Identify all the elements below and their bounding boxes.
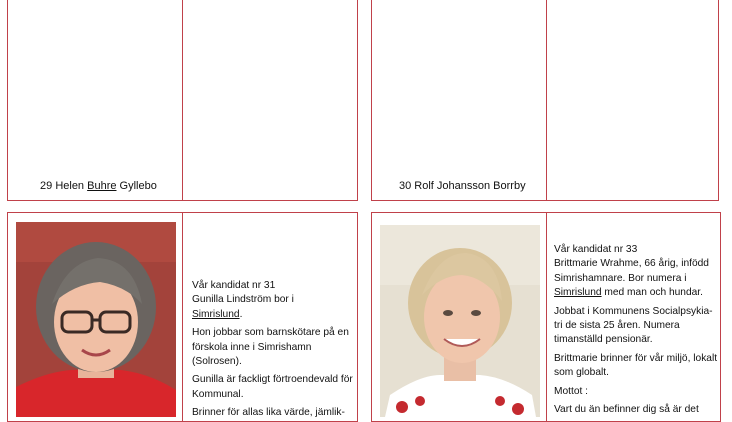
candidate-31-job: Hon jobbar som barnskötare på en förskola inne i Simrishamn (Solrosen). — [192, 327, 349, 368]
card-top-right-photo-box — [371, 0, 547, 201]
caption-29: 29 Helen Buhre Gyllebo — [40, 180, 157, 192]
card-33-photo-box — [371, 212, 547, 422]
candidate-31-bio — [192, 279, 355, 422]
caption-30: 30 Rolf Johansson Borrby — [399, 180, 526, 192]
candidate-33-motto-text: Vart du än befinner dig så är det — [554, 404, 699, 416]
candidate-33-motto-label: Mottot : — [554, 385, 588, 397]
candidate-31-union: Gunilla är fackligt förtroendevald för Kommunal. — [192, 374, 353, 400]
card-top-right-text-box — [546, 0, 719, 201]
candidate-33-intro: Brittmarie Wrahme, 66 årig, infödd Simrishamnare. Bor numera i Simrislund med man och hundar. — [554, 258, 709, 299]
card-31-text-box — [182, 212, 358, 422]
candidate-33-work: Jobbat i Kommunens Socialpsykia-tri de sista 25 åren. Numera timanställd pensionär. — [554, 305, 713, 346]
candidate-31-photo — [16, 222, 176, 417]
candidate-31-residence: Gunilla Lindström bor i Simrislund. — [192, 294, 294, 320]
candidate-31-values: Brinner för allas lika värde, jämlik- — [192, 407, 345, 419]
candidate-33-heading: Vår kandidat nr 33 — [554, 244, 638, 255]
card-33-text-box — [546, 212, 721, 422]
candidate-33-passion: Brittmarie brinner för vår miljö, lokalt som globalt. — [554, 352, 718, 379]
card-31-photo-box — [7, 212, 183, 422]
candidate-33-bio — [554, 243, 718, 421]
card-top-left-photo-box — [7, 0, 183, 201]
card-top-left-text-box — [182, 0, 358, 201]
candidate-31-heading: Vår kandidat nr 31 — [192, 280, 276, 291]
candidate-33-photo — [380, 225, 540, 417]
